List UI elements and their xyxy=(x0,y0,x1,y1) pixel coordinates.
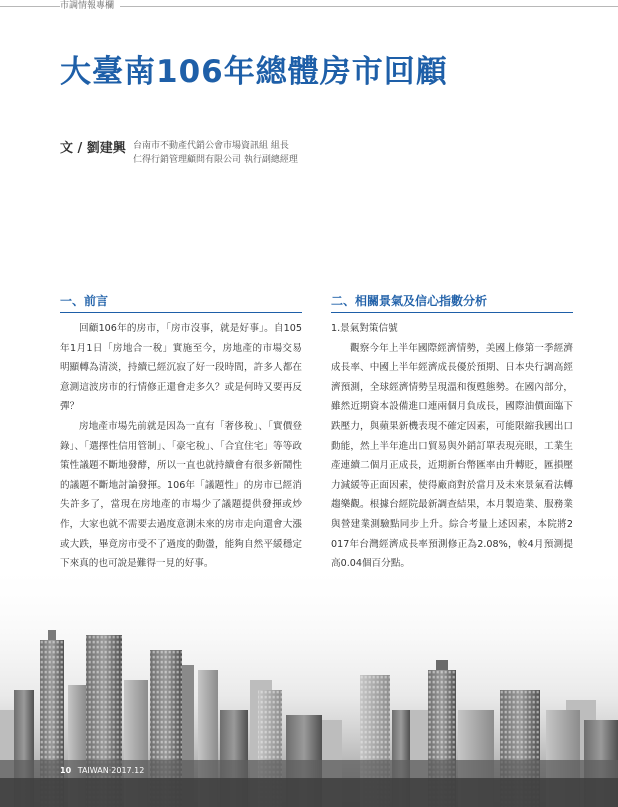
section-economic-indicators xyxy=(331,294,573,574)
page-number: 10 xyxy=(60,766,72,775)
affiliation-line: 台南市不動產代銷公會市場資訊組 組長 xyxy=(133,141,289,151)
section-heading: 一、前言 xyxy=(60,294,109,308)
section-rule xyxy=(60,312,302,313)
publication-name: TAIWAN·2017.12 xyxy=(77,766,145,775)
paragraph: 房地產市場先前就是因為一直有「奢侈稅」、「實價登錄」、「選擇性信用管制」、「豪宅稅」、「合宜住宅」等等政策性議題不斷地發酵，所以一直也就持續會有很多新鬧性的議題不斷地討論發揮。106年「議題性」的房市已經消失許多了，當現在房地產的市場少了議題提供發揮或炒作，大家也就不需要去過度意測未來的房市走向還會大漲或大跌，畢竟房市受不了過度的動盪，能夠自然平緩穩定 xyxy=(60,420,302,550)
subsection-heading: 1.景氣對策信號 xyxy=(331,323,398,334)
paragraph: 觀察今年上半年國際經濟情勢，美國上修第一季經濟成長率、中國上半年經濟成長優於預期、日本央行調高經濟預測，全球經濟情勢呈現溫和復甦態勢。在國內部分，雖然近期資本設備進口連兩個月負成長，國際油價面臨下跌壓力，與蘋果新機表現不確定因素，可能限縮我國出口動能，然上半年進出口貿易與外銷訂單表現亮眼，工業生產連續二個月正成長，近期新台幣匯率由升轉貶，匯損壓力減緩等正面因素，使得廠商對於當月及未來景氣看法轉趨樂觀。根據台經院最新調查結果，本月製造業、服務業與營建業測驗點同步上升。綜合考量上述因素，本院將2017年台灣經濟成長率預測修正為2.08%，較4月預測提 xyxy=(331,342,573,550)
paragraph: 回顧106年的房市，「房市沒事，就是好事」。自105年1月1日「房地合一稅」實施至今，房地產的市場交易明顯轉為清淡，持續已經沉寂了好一段時間，許多人都在意測這波房市的行情修正還會走多久？或是何時又要再反彈？ xyxy=(60,323,302,413)
section-introduction xyxy=(60,294,302,574)
author-affiliations xyxy=(133,139,298,167)
section-heading: 二、相關景氣及信心指數分析 xyxy=(331,294,488,308)
section-rule xyxy=(331,312,573,313)
affiliation-line: 仁得行銷管理顧問有限公司 執行副總經理 xyxy=(133,155,298,165)
page-footer xyxy=(60,766,144,775)
author-byline: 文 / 劉建興 xyxy=(60,141,126,156)
page-title: 大臺南106年總體房市回顧 xyxy=(60,54,448,90)
column-label: 市調情報專欄 xyxy=(60,0,120,12)
